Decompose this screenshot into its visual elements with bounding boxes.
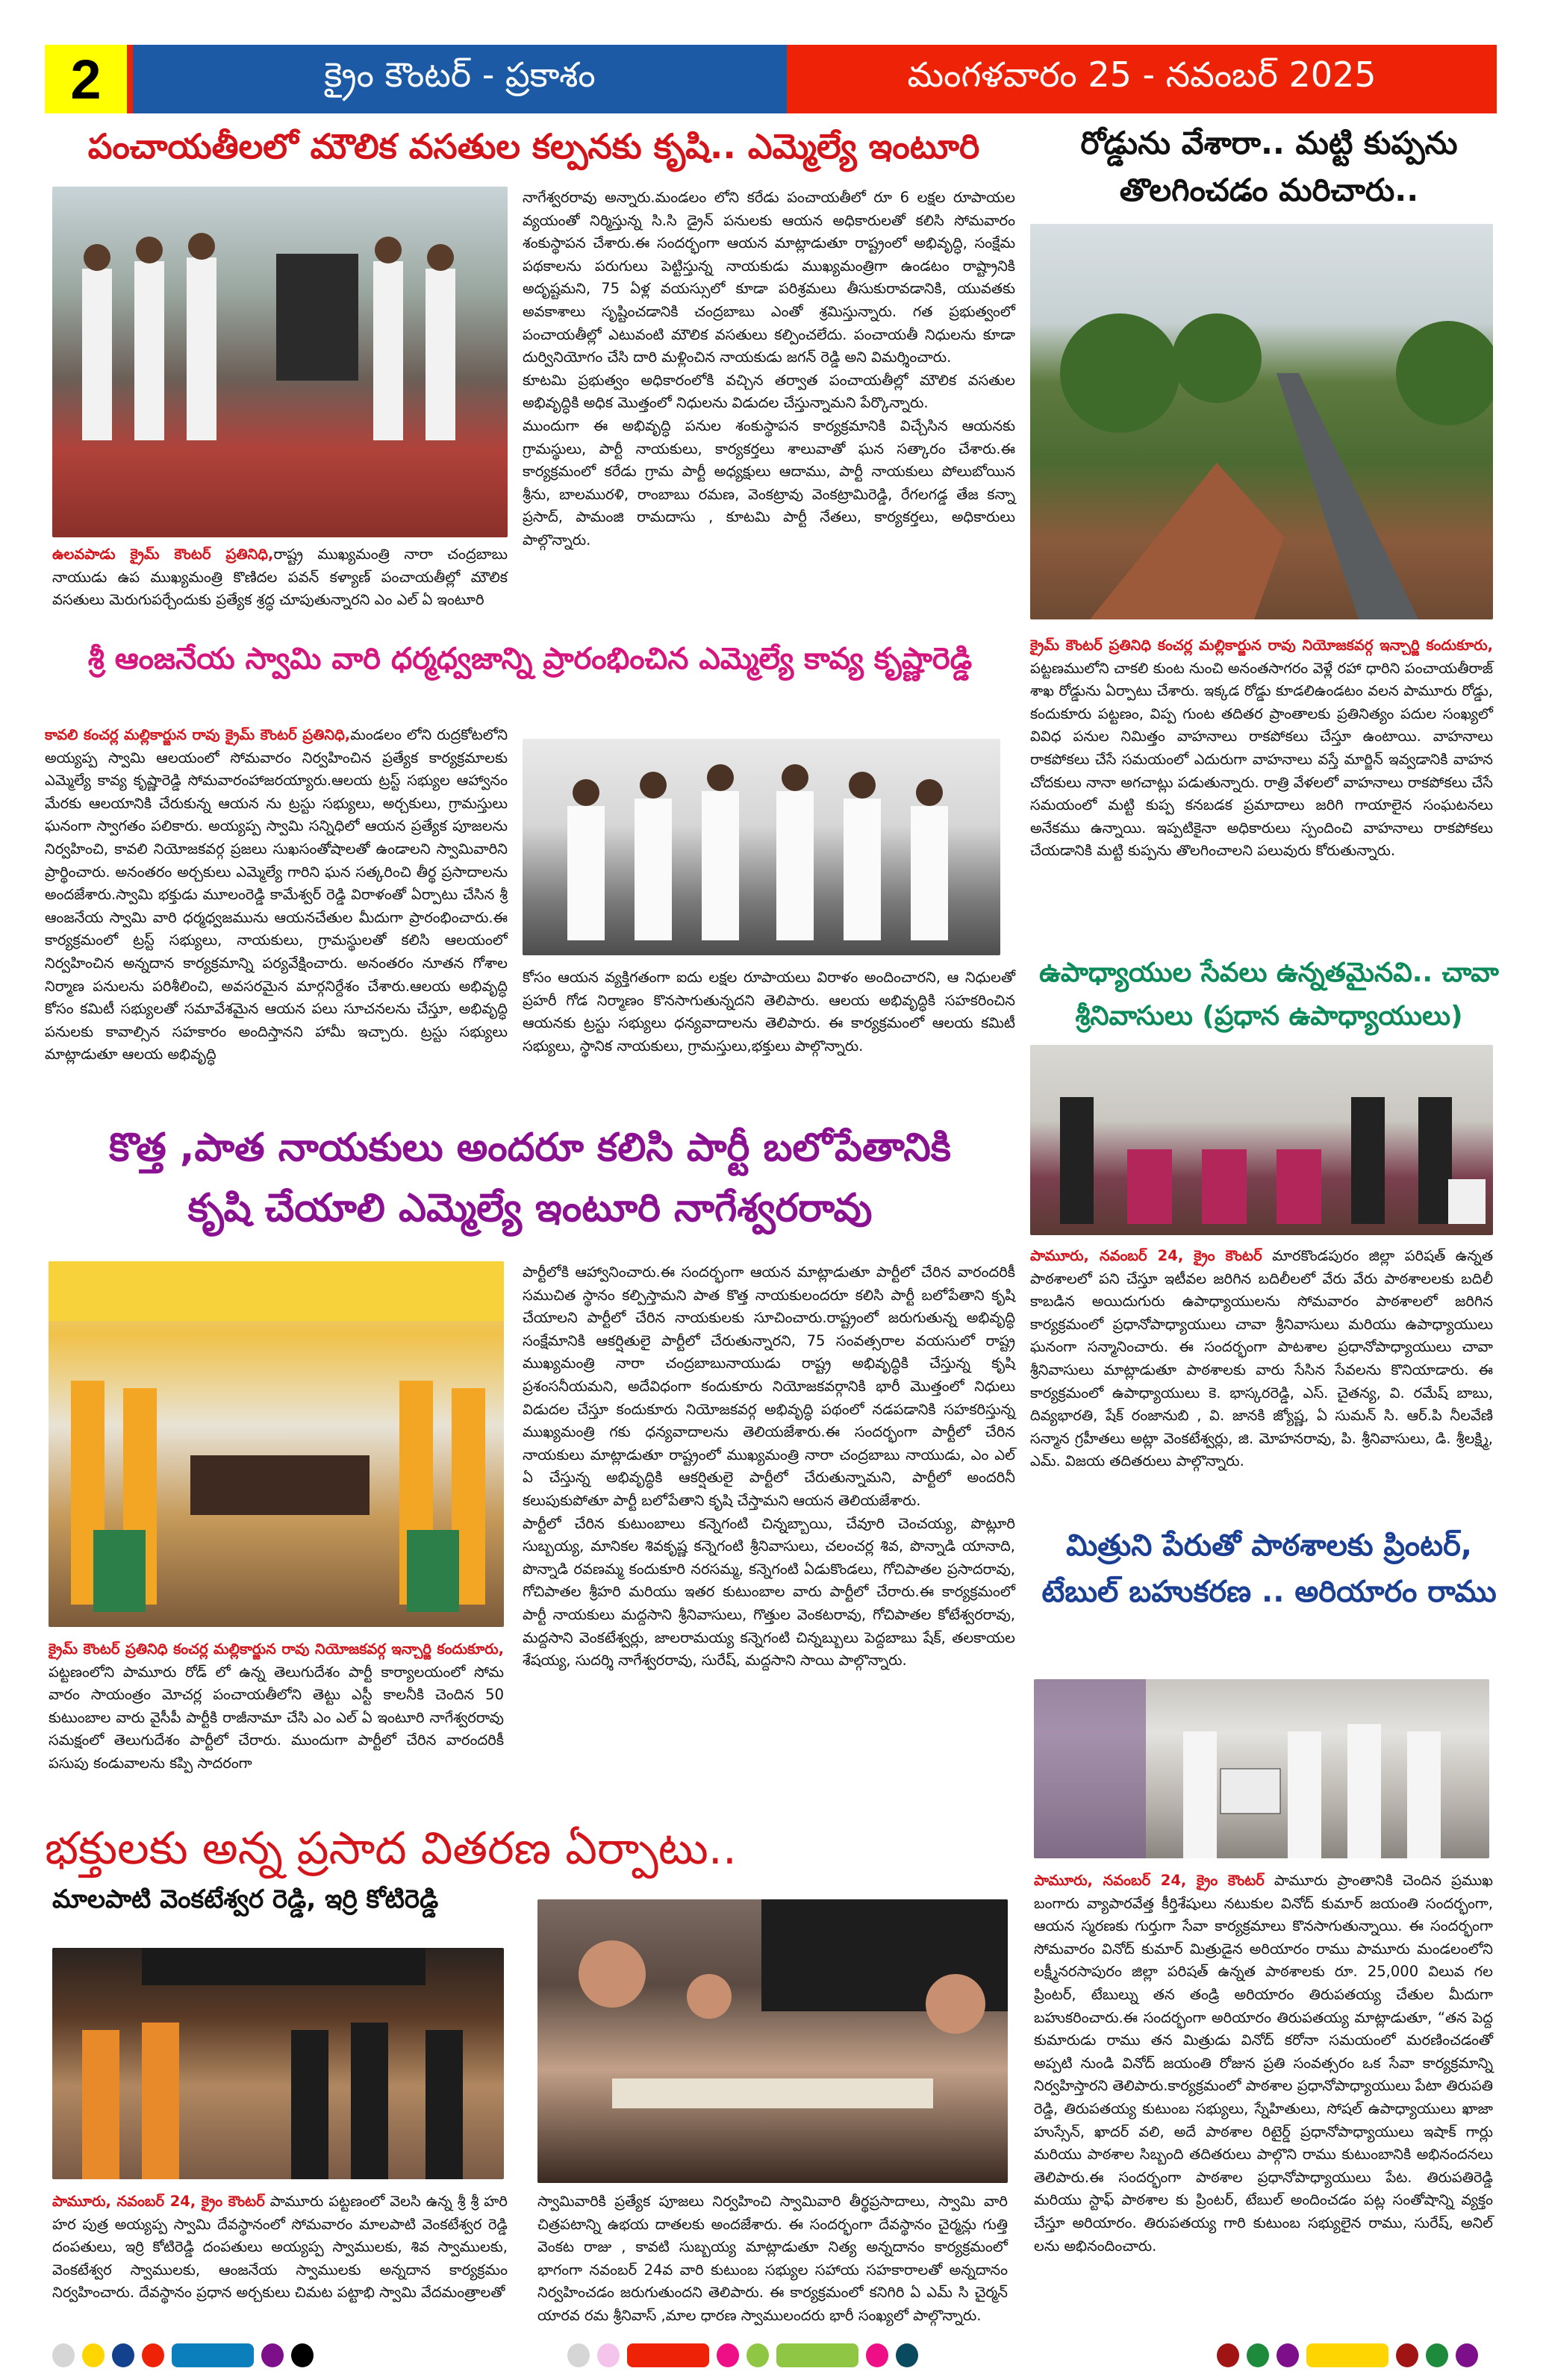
color-swatch [746,2343,769,2367]
article1-lead [52,543,508,612]
color-swatch [896,2343,918,2367]
color-swatch [1277,2343,1299,2367]
shop-shelves [1034,1679,1146,1858]
article7-photo-right [537,1899,1008,2183]
color-swatch [112,2343,134,2367]
article5-photo [49,1261,504,1627]
masthead [45,45,1497,113]
color-swatch [597,2343,620,2367]
article1-body [523,187,1015,552]
article4-body [1030,1245,1493,1473]
color-swatch [1217,2343,1239,2367]
article3-text-right: కోసం ఆయన వ్యక్తిగతంగా ఐదు లక్షల రూపాయలు విరాళం అందించారని, ఆ నిధులతో ప్రహరీ గోడ నిర్మాణం కొనసాగుతున్నదని తెలిపారు. ఆలయ అభివృద్ధికి సహకరించిన ఆయనకు ట్రస్టు సభ్యులు ధన్యవాదాలను తెలిపారు. ఈ కార్యక్రమంలో ఆలయ కమిటీ సభ్యులు, స్థానిక నాయకులు, గ్రామస్తులు,భక్తులు పాల్గొన్నారు. [523,969,1015,1055]
teachers-felicitation-illustration [1030,1045,1493,1235]
article7-text-right: స్వామివారికి ప్రత్యేక పూజలు నిర్వహించి స్వామివారి తీర్థప్రసాదాలు, స్వామి వారి చిత్రపటాన్ని ఉభయ దాతలకు అందజేశారు. ఈ సందర్భంగా దేవస్థానం చైర్మన్లు గుత్తి వెంకట రాజు , కావటి సుబ్బయ్య మాట్లాడుతూ నిత్య అన్నదానం కార్యక్రమంలో భాగంగా నవంబర్ 24వ వారి కుటుంబ సభ్యుల సహాయ సహకారాలతో అన్నదానం నిర్వహించడం జరుగుతుందని తెలిపారు. ఈ కార్యక్రమంలో కనిగిరి ఏ ఎమ్ సి చైర్మన్ యారవ రమ శ్రీనివాస్ ,మాల ధారణ స్వాములందరు భారీ సంఖ్యలో పాల్గొన్నారు. [537,2193,1008,2324]
article3-photo [523,739,1000,955]
color-swatch [1306,2343,1388,2367]
color-swatch [717,2343,739,2367]
article6-headline-line1: మిత్రుని పేరుతో పాఠశాలకు ప్రింటర్, [1065,1528,1472,1563]
printer-box [1221,1769,1280,1814]
color-swatches-right [1217,2343,1478,2367]
color-swatch [866,2343,888,2367]
article6-dateline: పామూరు, నవంబర్ 24, క్రైం కౌంటర్ [1034,1872,1265,1889]
party-joining-illustration [49,1261,504,1627]
annadanam-left-illustration [52,1948,504,2179]
article1-paragraph: నాగేశ్వరరావు అన్నారు.మండలం లోని కరేడు పంచాయతీలో రూ 6 లక్షల రూపాయల వ్యయంతో నిర్మిస్తున్న సి.సి డ్రైన్ పనులకు ఆయన అధికారులతో కలిసి సోమవారం శంకుస్థాపన చేశారు.ఈ సందర్భంగా ఆయన మాట్లాడుతూ రాష్ట్రంలో అభివృద్ధి, సంక్షేమ పథకాలను పరుగులు పెట్టిస్తున్న నాయకుడు ముఖ్యమంత్రిగా ఉండటం రాష్ట్రానికి అదృష్టమని, 75 ఏళ్ల వయస్సులో కూడా పరిశ్రమలు తీసుకురావడానికి, యువతకు అవకాశాలు సృష్టించడానికి చంద్రబాబు ఎంతో శ్రమిస్తున్నారు. గత ప్రభుత్వంలో పంచాయతీల్లో ఎటువంటి మౌలిక వసతులు కల్పించలేదు. పంచాయతీ నిధులను కూడా దుర్వినియోగం చేసి దారి మళ్లించిన నాయకుడు జగన్ రెడ్డి అని విమర్శించారు. [523,189,1015,366]
article5-headline-line1: కొత్త ,పాత నాయకులు అందరూ కలిసి పార్టీ బలోపేతానికి [109,1125,951,1170]
color-swatch [627,2343,709,2367]
article3-text-left: మండలం లోని రుద్రకోటలోని అయ్యప్ప స్వామి ఆలయంలో సోమవారం నిర్వహించిన ప్రత్యేక కార్యక్రమాలకు ఎమ్మెల్యే కావ్య కృష్ణారెడ్డి సోమవారంహాజరయ్యారు.ఆలయ ట్రస్ట్ సభ్యుల ఆహ్వానం మేరకు ఆలయానికి చేరుకున్న ఆయన ను ట్రస్టు సభ్యులు, అర్చకులు, గ్రామస్తులు ఘనంగా స్వాగతం పలికారు. అయ్యప్ప స్వామి సన్నిధిలో ఆయన ప్రత్యేక పూజలను నిర్వహించి, కావలి నియోజకవర్గ ప్రజలు సుఖసంతోషాలతో ఉండాలని స్వామివారిని ప్రార్థించారు. అనంతరం అర్చకులు ఎమ్మెల్యే గారిని ఘన సత్కరించి తీర్థ ప్రసాదాలను అందజేశారు.స్వామి భక్తుడు మూలంరెడ్డి కామేశ్వర్ రెడ్డి విరాళంతో ఏర్పాటు చేసిన శ్రీ ఆంజనేయ స్వామి వారి ధర్మధ్వజమును ఆయనచేతుల మీదుగా ప్రారంభించారు.ఈ కార్యక్రమంలో ట్రస్ట్ సభ్యులు, నాయకులు, గ్రామస్థులతో కలిసి ఆలయంలో నిర్వహించిన అన్నదాన కార్యక్రమాన్ని పర్యవేక్షించారు. అనంతరం నూతన గోశాల నిర్మాణ పనులను పరిశీలించి, అవసరమైన మార్గనిర్దేశం చేశారు.ఆలయ అభివృద్ధి కోసం కమిటీ సభ్యులతో సమావేశమైన ఆయన పలు సూచనలను చేస్తూ, అభివృద్ధి పనులకు కావాల్సిన సహకారం అందిస్తానని హామీ ఇచ్చారు. ట్రస్టు సభ్యులు మాట్లాడుతూ ఆలయ అభివృద్ధి [45,726,508,1063]
color-swatch [261,2343,284,2367]
article4-text: మారకొండపురం జిల్లా పరిషత్ ఉన్నత పాఠశాలలో పని చేస్తూ ఇటీవల జరిగిన బదిలీలలో వేరు వేరు పాఠశాలలకు బదిలీ కాబడిన అయిదుగురు ఉపాధ్యాయులను సోమవారం పాఠశాలలో జరిగిన కార్యక్రమంలో ప్రధానోపాధ్యాయులు చావా శ్రీనివాసులు మరియు ఉపాధ్యాయులు ఘనంగా సన్మానించారు. ఈ సందర్భంగా పాటశాల ప్రధానోపాధ్యాయులు చావా శ్రీనివాసులు మాట్లాడుతూ పాఠశాలకు వారు సేసిన సేవలను కొనియాడారు. ఈ కార్యక్రమంలో ఉపాధ్యాయులు కె. భాస్కరరెడ్డి, ఎస్. చైతన్య, వి. రమేష్ బాబు, దివ్యభారతి, షేక్ రంజానుబి , వి. జానకి జ్యోష్ణ, ఏ సుమన్ సి. ఆర్.పి నీలవేణి సన్మాన గ్రహీతలు అట్లా వెంకటేశ్వర్లు, జి. మోహనరావు, పి. శ్రీనివాసులు, డి. శ్రీలక్ష్మి, ఎమ్. విజయ తదితరులు పాల్గొన్నారు. [1030,1247,1493,1470]
edition-title: క్రైం కౌంటర్ - ప్రకాశం [133,45,787,113]
article4-headline: ఉపాధ్యాయుల సేవలు ఉన్నతమైనవి.. చావా శ్రీనివాసులు (ప్రధాన ఉపాధ్యాయులు) [1039,958,1499,1031]
article6-body [1034,1870,1493,2258]
temple-group-photo-illustration [523,739,1000,955]
table [190,1455,370,1515]
color-swatch [142,2343,164,2367]
article2-headline: రోడ్డును వేశారా.. మట్టి కుప్పను తొలగించడం మరిచారు.. [1080,125,1458,208]
article7-body-right [537,2190,1008,2328]
article1-photo [52,187,508,537]
article1-paragraph: ముందుగా ఈ అభివృద్ధి పనుల శంకుస్థాపన కార్యక్రమానికి విచ్చేసిన ఆయనకు గ్రామస్థులు, పార్టీ నాయకులు, కార్యకర్తలు శాలువాతో ఘన సత్కారం చేశారు.ఈ కార్యక్రమంలో కరేడు గ్రామ పార్టీ అధ్యక్షులు ఆదాము, పార్టీ నాయకులు పోలుబోయిన శ్రీను, బాలమురళి, రాంబాబు రమణ, వెంకట్రావు వెంకట్రామిరెడ్డి, రేగలగడ్డ తేజ కన్నా ప్రసాద్, పామంజి రామదాసు , కూటమి పార్టీ నేతలు, కార్యకర్తలు, అధికారులు పాల్గొన్నారు. [523,416,1015,549]
article1-lead-text: రాష్ట్ర ముఖ్యమంత్రి నారా చంద్రబాబు నాయుడు ఉప ముఖ్యమంత్రి కొణిదల పవన్ కళ్యాణ్ పంచాయతీల్లో మౌలిక వసతులు మెరుగుపర్చేందుకు ప్రత్యేక శ్రద్ధ చూపుతున్నారని ఎం ఎల్ ఏ ఇంటూరి [52,546,508,609]
color-swatch [567,2343,590,2367]
article5-paragraph: పార్టీలో చేరిన కుటుంబాలు కన్నెగంటి చిన్నబ్బాయి, చేవూరి చెంచయ్య, పొట్లూరి సుబ్బయ్య, మానికల శివకృష్ణ కన్నెగంటి శ్రీనివాసులు, చలంచర్ల శివ, పొన్నాడి యానాది, పొన్నాడి రవణమ్మ కందుకూరి నరసమ్మ, కన్నెగంటి ఏడుకొండలు, గోచిపాతల ప్రసాదరావు, గోచిపాతల శ్రీహరి మరియు ఇతర కుటుంబాల వారు పార్టీలో చేరారు.ఈ కార్యక్రమంలో పార్టీ నాయకులు మద్దసాని శ్రీనివాసులు, గొత్తుల వెంకటరావు, గోచిపాతల కోటేశ్వరరావు, మద్దసాని వెంకటేశ్వర్లు, జాలరామయ్య కన్నెగంటి చిన్నబ్బులు పెద్దబాబు షేక్, తలకాయల శేషయ్య, సుదర్శి నాగేశ్వరరావు, సురేష్, మద్దసాని సాయి పాల్గొన్నారు. [523,1514,1015,1670]
page-number: 2 [45,45,133,113]
article7-body-left [52,2190,508,2305]
article2-photo [1030,224,1493,619]
article2-body [1030,634,1493,863]
color-swatch [82,2343,105,2367]
article1-paragraph: కూటమి ప్రభుత్వం అధికారంలోకి వచ్చిన తర్వాత పంచాయతీల్లో మౌలిక వసతుల అభివృద్ధికి అధిక మొత్తంలో నిధులను విడుదల చేస్తున్నామని పేర్కొన్నారు. [523,371,1015,412]
article7-dateline: పామూరు, నవంబర్ 24, క్రైం కౌంటర్ [52,2193,265,2210]
color-swatches-center [567,2343,918,2367]
party-banner [49,1261,504,1321]
article3-headline: శ్రీ ఆంజనేయ స్వామి వారి ధర్మధ్వజాన్ని ప్రారంభించిన ఎమ్మెల్యే కావ్య కృష్ణారెడ్డి [87,642,973,676]
article6-photo [1034,1679,1489,1858]
printer-donation-illustration [1034,1679,1489,1858]
article5-dateline: క్రైమ్ కౌంటర్ ప్రతినిధి కంచర్ల మల్లికార్జున రావు నియోజకవర్గ ఇన్చార్జి కందుకూరు, [49,1640,504,1658]
foundation-plaque [276,254,358,381]
color-swatch [1247,2343,1269,2367]
temple-signboard [142,1948,426,1985]
serving-table [612,2078,933,2108]
article6-headline [1023,1522,1515,1615]
article6-text: పామూరు ప్రాంతానికి చెందిన ప్రముఖ బంగారు వ్యాపారవేత్త కీర్తిశేషులు నటుకుల వినోద్ కుమార్ జయంతి సందర్భంగా, ఆయన స్మరణకు గుర్తుగా సేవా కార్యక్రమాలు కొనసాగుతున్నాయి. ఈ సందర్భంగా సోమవారం వినోద్ కుమార్ మిత్రుడైన అరియారం రాము పామూరు మండలంలోని లక్ష్మీనరసాపురం జిల్లా పరిషత్ ఉన్నత పాఠశాలకు రూ. 25,000 విలువ గల ప్రింటర్, టేబుల్ను తన తండ్రి అరియారం తిరుపతయ్య చేతుల మీదుగా బహుకరించారు.ఈ సందర్భంగా అరియారం తిరుపతయ్య మాట్లాడుతూ, “తన పెద్ద కుమారుడు రాము తన మిత్రుడు వినోద్ కరోనా సమయంలో మరణించడంతో అప్పటి నుండి వినోద్ జయంతి రోజున ప్రతి సంవత్సరం ఒక సేవా కార్యక్రమాన్ని నిర్వహిస్తారని తెలిపారు.కార్యక్రమంలో పాఠశాల ప్రధానోపాధ్యాయులు పేటా తిరుపతి రెడ్డి, తిరుపతయ్య కుటుంబ సభ్యులు, స్నేహితులు, సోషల్ ఉపాధ్యాయులు ఖాజా హుస్సేన్, ఖాదర్ వలి, అదే పాఠశాల రిటైర్డ్ ప్రధానోపాధ్యాయులు ఇషాక్ గార్లు మరియు పాఠశాల సిబ్బంది తదితరులు పాల్గొని రాము కుటుంబానికి అభినందనలు తెలిపారు.ఈ సందర్భంగా పాఠశాల ప్రధానోపాధ్యాయులు పేట. తిరుపతిరెడ్డి మరియు స్టాఫ్ పాఠశాల కు ప్రింటర్, టేబుల్ అందించడం పట్ల సంతోషాన్ని వ్యక్తం చేస్తూ అరియారం. తిరుపతయ్య గారి కుటుంబ సభ్యులైన రాము, సురేష్, అనిల్ లను అభినందించారు. [1034,1872,1493,2255]
article4-photo [1030,1045,1493,1235]
article3-dateline: కావలి కంచర్ల మల్లికార్జున రావు క్రైమ్ కౌంటర్ ప్రతినిధి, [45,726,351,743]
color-swatch [291,2343,314,2367]
group-photo-illustration [52,187,508,537]
article2-dateline: క్రైమ్ కౌంటర్ ప్రతినిధి కంచర్ల మల్లికార్జున రావు నియోజకవర్గ ఇన్చార్జి కందుకూరు, [1030,637,1493,654]
color-swatch [1396,2343,1418,2367]
color-swatch [172,2343,254,2367]
article6-headline-line2: టేబుల్ బహుకరణ .. అరియారం రాము [1041,1575,1497,1609]
color-swatch [1426,2343,1448,2367]
issue-date: మంగళవారం 25 - నవంబర్ 2025 [787,45,1497,113]
color-swatch [776,2343,858,2367]
article5-headline-line2: కృషి చేయాలి ఎమ్మెల్యే ఇంటూరి నాగేశ్వరరావు [187,1185,873,1231]
color-swatch [1456,2343,1478,2367]
color-swatches-left [52,2343,314,2367]
article2-text: పట్టణములోని చాకలి కుంట నుంచి అనంతసాగరం వెళ్లే రహా ధారిని పంచాయతీరాజ్ శాఖ రోడ్డును ఏర్పాటు చేశారు. ఇక్కడ రోడ్డు కూడలిఉండటం వలన పామూరు రోడ్డు, కందుకూరు పట్టణం, విప్ప గుంట తదితర ప్రాంతాలకు ప్రతినిత్యం పదుల సంఖ్యలో వివిధ పనుల నిమిత్తం వాహనాలు రాకపోకలు చేస్తూ ఉంటాయి. వాహనాలు రాకపోకలు చేసే సమయంలో ఎదురుగా వాహనాలు వస్తే మార్జిన్ ఇవ్వడానికి వాహన చోదకులు నానా అగచాట్లు పడుతున్నారు. రాత్రి వేళలలో వాహనాలు రాకపోకలు చేసే సమయంలో మట్టి కుప్ప కనబడక ప్రమాదాలు జరిగి గాయాలైన సంఘటనలు అనేకము ఉన్నాయి. ఇప్పటికైనా అధికారులు స్పందించి వాహనాలు రాకపోకలు చేయడానికి మట్టి కుప్పను తొలగించాలని పలువురు కోరుతున్నారు. [1030,659,1493,860]
article7-text-left: పామూరు పట్టణంలో వెలసి ఉన్న శ్రీ శ్రీ హరి హర పుత్ర అయ్యప్ప స్వామి దేవస్థానంలో సోమవారం మాలపాటి వెంకటేశ్వర రెడ్డి దంపతులు, ఇర్రి కోటిరెడ్డి దంపతులు అయ్యప్ప స్వాములకు, శివ స్వాములకు, వెంకటేశ్వర స్వాములకు, ఆంజనేయ స్వాములకు అన్నదాన కార్యక్రమం నిర్వహించారు. దేవస్థానం ప్రధాన అర్చకులు చిమట పట్టాభి స్వామి వేదమంత్రాలతో [52,2193,508,2302]
article7-photo-left [52,1948,504,2179]
article5-body-left [49,1638,504,1775]
article7-headline: భక్తులకు అన్న ప్రసాద వితరణ ఏర్పాటు.. [45,1823,737,1875]
article7-subhead: మాలపాటి వెంకటేశ్వర రెడ్డి, ఇర్రి కోటిరెడ్డి [52,1884,439,1914]
article5-body-right [523,1261,1015,1672]
article4-dateline: పామూరు, నవంబర్ 24, క్రైం కౌంటర్ [1030,1247,1262,1264]
article1-headline: పంచాయతీలలో మౌలిక వసతుల కల్పనకు కృషి.. ఎమ్మెల్యే ఇంటూరి [87,126,980,166]
soil-heap [1090,463,1284,619]
road-photo-illustration [1030,224,1493,619]
color-swatch [52,2343,75,2367]
road [1277,373,1418,619]
article5-text-left: పట్టణంలోని పామూరు రోడ్ లో ఉన్న తెలుగుదేశం పార్టీ కార్యాలయంలో సోమ వారం సాయంత్రం మోచర్ల పంచాయతీలోని తెట్టు ఎస్టీ కాలనీకి చెందిన 50 కుటుంబాల వారు వైసీపీ పార్టీకి రాజీనామా చేసి ఎం ఎల్ ఏ ఇంటూరి నాగేశ్వరరావు సమక్షంలో తెలుగుదేశం పార్టీలో చేరారు. ముందుగా పార్టీలో చేరిన వారందరికీ పసుపు కండువాలను కప్పి సాదరంగా [49,1663,504,1772]
article3-body-right [523,966,1015,1058]
annadanam-right-illustration [537,1899,1008,2183]
article5-headline [41,1118,1019,1238]
article3-body-left [45,724,508,1066]
plastic-chair [1448,1179,1486,1224]
article5-paragraph: పార్టీలోకి ఆహ్వానించారు.ఈ సందర్భంగా ఆయన మాట్లాడుతూ పార్టీలో చేరిన వారందరికీ సముచిత స్థానం కల్పిస్తామని పాత కొత్త నాయకులందరూ కలిసి పార్టీ బలోపేతాని కృషి చేయాలని పార్టీలో చేరిన నాయకులకు సూచించారు.రాష్ట్రంలో జరుగుతున్న అభివృద్ధి సంక్షేమానికి ఆకర్షితులై పార్టీలో చేరుతున్నారని, 75 సంవత్సరాల వయసులో రాష్ట్ర ముఖ్యమంత్రి నారా చంద్రబాబునాయుడు రాష్ట్ర అభివృద్ధికి చేస్తున్న కృషి ప్రశంసనీయమని, అదేవిధంగా కందుకూరు నియోజకవర్గానికి భారీ మొత్తంలో నిధులు విడుదల చేస్తూ కందుకూరు నియోజకవర్గ అభివృద్ధి పథంలో నడపడానికి సహకరిస్తున్న ముఖ్యమంత్రి గకు ధన్యవాదాలను తెలియజేశారు.ఈ సందర్భంగా పార్టీలో చేరిన నాయకులు మాట్లాడుతూ రాష్ట్రంలో ముఖ్యమంత్రి నారా చంద్రబాబు నాయుడు, ఎం ఎల్ ఏ చేస్తున్న అభివృద్ధికి ఆకర్షితులై పార్టీలో చేరుతున్నామని, పార్టీలో అందరినీ కలుపుకుపోతూ పార్టీ బలోపేతాని కృషి చేస్తామని ఆయన తెలియజేశారు. [523,1264,1015,1509]
article1-dateline: ఉలవపాడు క్రైమ్ కౌంటర్ ప్రతినిధి, [52,546,274,563]
